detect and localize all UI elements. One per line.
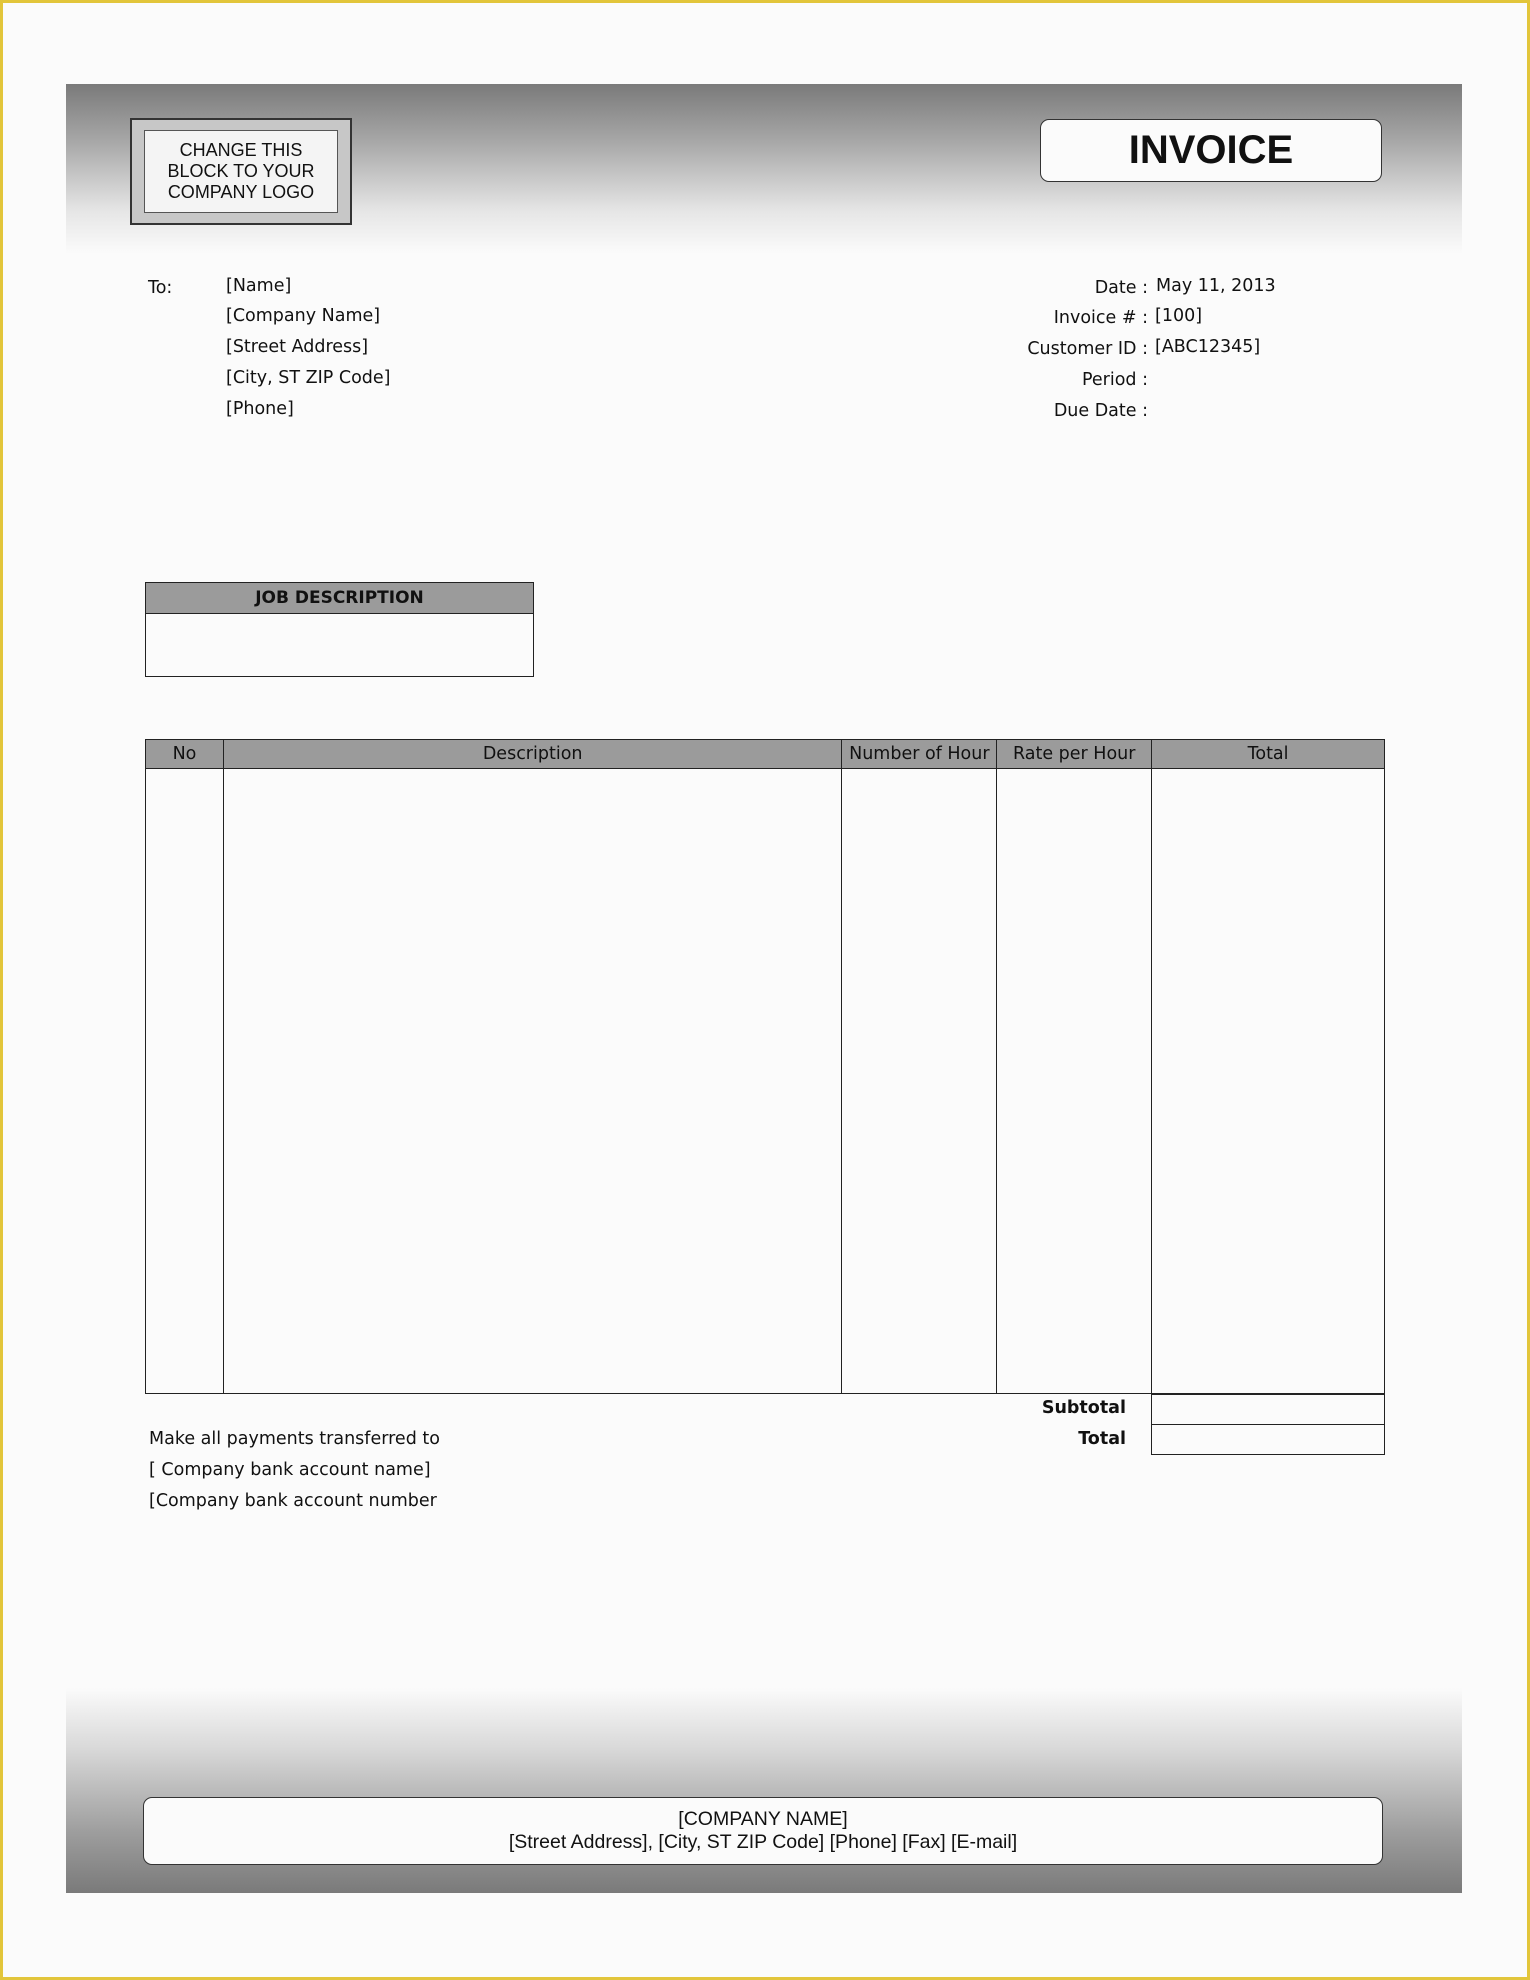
- footer-contact-box: [143, 1797, 1383, 1865]
- invoice-number-label: Invoice # :: [1053, 308, 1148, 328]
- company-logo-placeholder[interactable]: [130, 118, 352, 225]
- table-header-row: [146, 740, 1385, 769]
- column-header-no: No: [146, 740, 224, 769]
- period-label: Period :: [1081, 370, 1148, 390]
- line-items-table: [145, 739, 1385, 1394]
- column-header-hours: Number of Hour: [842, 740, 997, 769]
- subtotal-value-cell[interactable]: [1151, 1394, 1385, 1425]
- bank-account-number: [Company bank account number: [149, 1491, 437, 1511]
- no-cell[interactable]: [146, 769, 224, 1394]
- invoice-title: INVOICE: [1040, 119, 1382, 182]
- bill-to-company: [Company Name]: [226, 306, 381, 326]
- invoice-number-value: [100]: [1155, 306, 1203, 326]
- customer-id-value: [ABC12345]: [1155, 337, 1261, 357]
- footer-company-name: [COMPANY NAME]: [678, 1808, 848, 1830]
- column-header-rate: Rate per Hour: [997, 740, 1152, 769]
- bill-to-city: [City, ST ZIP Code]: [226, 368, 391, 388]
- hours-cell[interactable]: [842, 769, 997, 1394]
- job-description-box[interactable]: [145, 582, 534, 677]
- due-date-label: Due Date :: [1053, 401, 1148, 421]
- total-value-cell[interactable]: [1151, 1424, 1385, 1455]
- column-header-total: Total: [1152, 740, 1385, 769]
- total-cell[interactable]: [1152, 769, 1385, 1394]
- bill-to-name: [Name]: [226, 276, 292, 296]
- subtotal-label: Subtotal: [1041, 1398, 1126, 1418]
- payment-instruction: Make all payments transferred to: [149, 1429, 440, 1449]
- job-description-header: JOB DESCRIPTION: [146, 583, 533, 614]
- logo-text: CHANGE THIS BLOCK TO YOUR COMPANY LOGO: [144, 130, 338, 213]
- bank-account-name: [ Company bank account name]: [149, 1460, 431, 1480]
- bill-to-street: [Street Address]: [226, 337, 369, 357]
- customer-id-label: Customer ID :: [1027, 339, 1148, 359]
- table-row: [146, 769, 1385, 1394]
- date-label: Date :: [1094, 278, 1148, 298]
- date-value: May 11, 2013: [1156, 276, 1276, 296]
- bill-to-phone: [Phone]: [226, 399, 294, 419]
- rate-cell[interactable]: [997, 769, 1152, 1394]
- to-label: To:: [148, 278, 173, 298]
- total-label: Total: [1078, 1429, 1126, 1449]
- footer-address: [Street Address], [City, ST ZIP Code] [Phone] [Fax] [E-mail]: [508, 1831, 1018, 1853]
- description-cell[interactable]: [223, 769, 841, 1394]
- column-header-description: Description: [223, 740, 841, 769]
